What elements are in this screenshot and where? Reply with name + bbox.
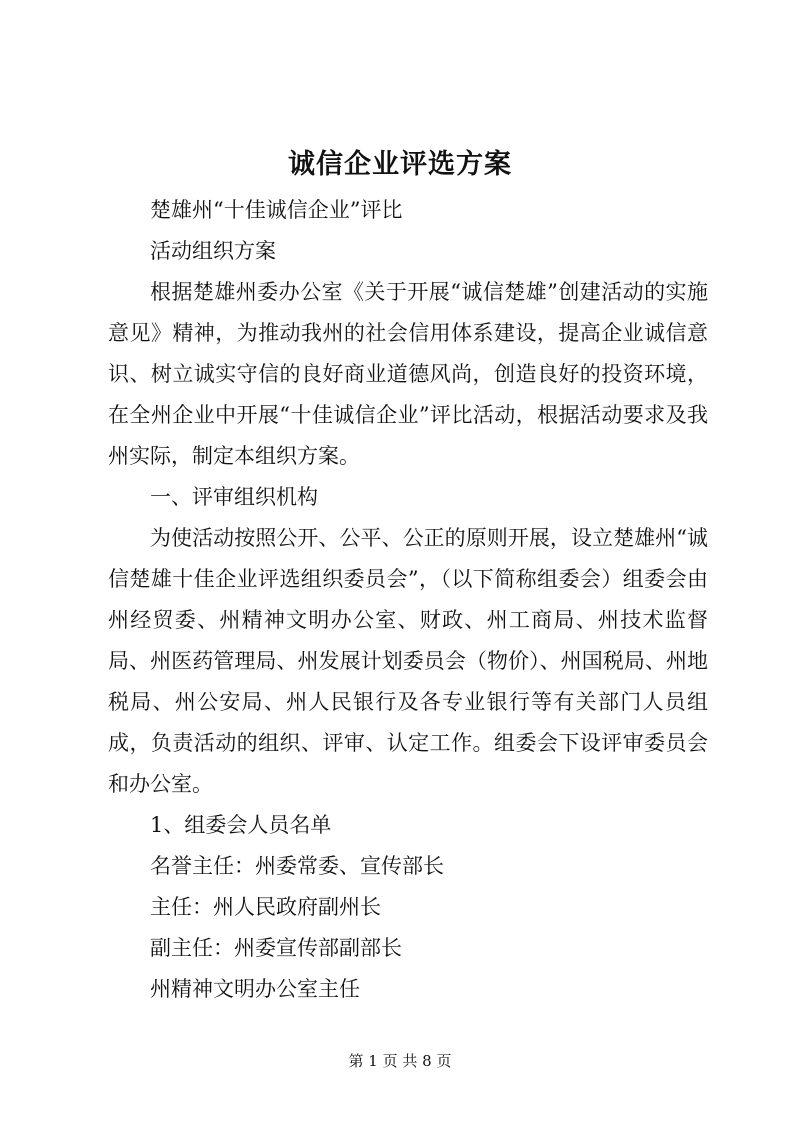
page-footer: 第 1 页 共 8 页 xyxy=(348,1052,452,1070)
section-heading-organization: 一、评审组织机构 xyxy=(150,485,318,509)
member-director: 主任：州人民政府副州长 xyxy=(150,895,381,919)
paragraph-intro: 根据楚雄州委办公室《关于开展“诚信楚雄”创建活动的实施意见》精神，为推动我州的社会信用体系建设，提高企业诚信意识、树立诚实守信的良好商业道德风尚，创造良好的投资环境，在全州企业中开展“十佳诚信企业”评比活动，根据活动要求及我州实际，制定本组织方案。 xyxy=(108,280,708,468)
paragraph-subtitle-line-1: 楚雄州“十佳诚信企业”评比 xyxy=(150,198,403,222)
paragraph-organization: 为使活动按照公开、公平、公正的原则开展，设立楚雄州“诚信楚雄十佳企业评选组织委员会”，（以下简称组委会）组委会由州经贸委、州精神文明办公室、财政、州工商局、州技术监督局、州医药管理局、州发展计划委员会（物价）、州国税局、州地税局、州公安局、州人民银行及各专业银行等有关部门人员组成，负责活动的组织、评审、认定工作。组委会下设评审委员会和办公室。 xyxy=(108,526,708,796)
member-honorary-director: 名誉主任：州委常委、宣传部长 xyxy=(150,854,444,878)
document-body xyxy=(108,190,708,1010)
document-title: 诚信企业评选方案 xyxy=(288,149,512,180)
subsection-heading-member-list: 1、组委会人员名单 xyxy=(150,813,332,837)
paragraph-subtitle-line-2: 活动组织方案 xyxy=(150,239,276,263)
member-deputy-director: 副主任：州委宣传部副部长 xyxy=(150,936,402,960)
member-civilization-office-director: 州精神文明办公室主任 xyxy=(150,977,360,1001)
